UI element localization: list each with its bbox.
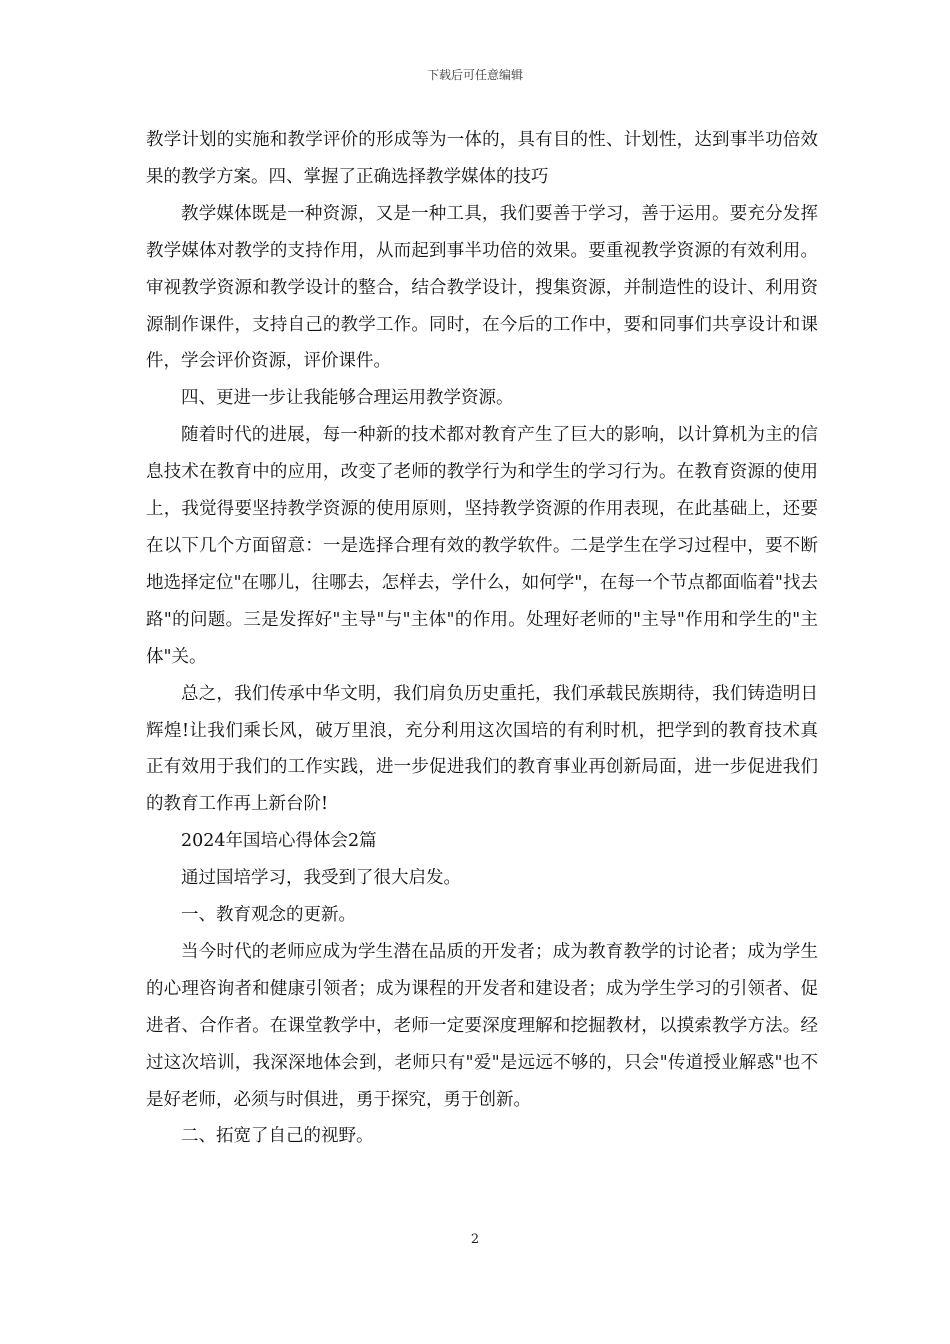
section-heading: 二、拓宽了自己的视野。 <box>181 1126 374 1147</box>
document-subtitle: 2024年国培心得体会2篇 <box>181 831 377 852</box>
paragraph: 随着时代的进展，每一种新的技术都对教育产生了巨大的影响，以计算机为主的信息技术在教育中的应用，改变了老师的教学行为和学生的学习行为。在教育资源的使用上，我觉得要坚持教学资源的使用原则，坚持教学资源的作用表现，在此基础上，还要在以下几个方面留意：一是选择合理有效的教学软件。二是学生在学习过程中，要不断地选择定位"在哪儿，往哪去，怎样去，学什么，如何学"，在每一个节点都面临着"找去路"的问题。三是发挥好"主导"与"主体"的作用。处理好老师的"主导"作用和学生的"主体"关。 <box>146 425 818 667</box>
paragraph: 通过国培学习，我受到了很大启发。 <box>181 868 461 889</box>
paragraph: 教学计划的实施和教学评价的形成等为一体的，具有目的性、计划性，达到事半功倍效果的教学方案。四、掌握了正确选择教学媒体的技巧 <box>146 130 818 187</box>
section-heading: 一、教育观念的更新。 <box>181 905 356 926</box>
page-number: 2 <box>470 1232 480 1247</box>
document-body <box>146 122 818 1155</box>
paragraph: 教学媒体既是一种资源，又是一种工具，我们要善于学习，善于运用。要充分发挥教学媒体对教学的支持作用，从而起到事半功倍的效果。要重视教学资源的有效利用。审视教学资源和教学设计的整合，结合教学设计，搜集资源，并制造性的设计、利用资源制作课件，支持自己的教学工作。同时，在今后的工作中，要和同事们共享设计和课件，学会评价资源，评价课件。 <box>146 203 818 372</box>
page-header: 下载后可任意编辑 <box>426 68 523 82</box>
paragraph: 当今时代的老师应成为学生潜在品质的开发者；成为教育教学的讨论者；成为学生的心理咨询者和健康引领者；成为课程的开发者和建设者；成为学生学习的引领者、促进者、合作者。在课堂教学中，老师一定要深度理解和挖掘教材，以摸索教学方法。经过这次培训，我深深地体会到，老师只有"爱"是远远不够的，只会"传道授业解惑"也不是好老师，必须与时俱进，勇于探究，勇于创新。 <box>146 941 818 1110</box>
paragraph: 总之，我们传承中华文明，我们肩负历史重托，我们承载民族期待，我们铸造明日辉煌!让我们乘长风，破万里浪，充分利用这次国培的有利时机，把学到的教育技术真正有效用于我们的工作实践，进一步促进我们的教育事业再创新局面，进一步促进我们的教育工作再上新台阶! <box>146 683 818 815</box>
section-heading: 四、更进一步让我能够合理运用教学资源。 <box>181 388 514 409</box>
